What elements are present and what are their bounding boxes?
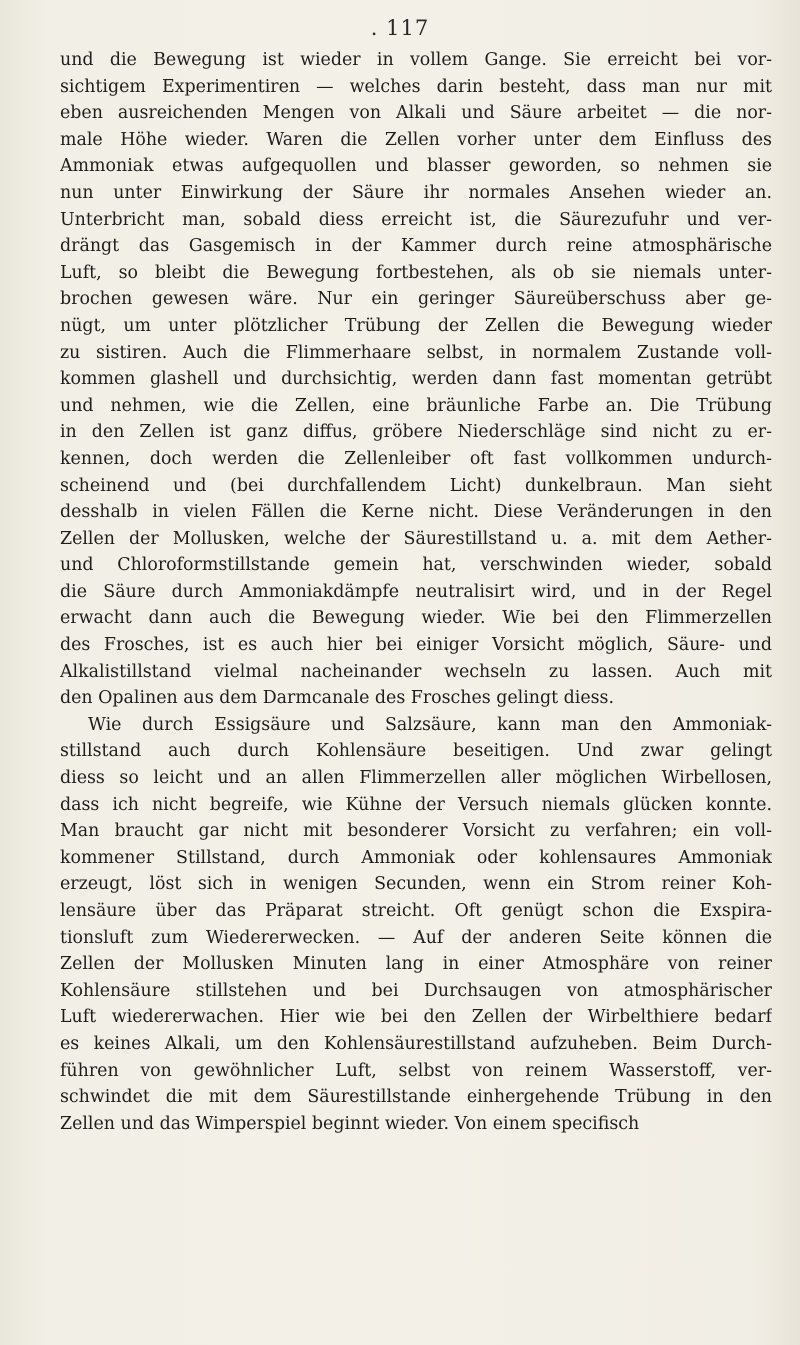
text-line: stillstand auch durch Kohlensäure beseitigen. Und zwar gelingt <box>60 741 772 762</box>
text-line: drängt das Gasgemisch in der Kammer durch reine atmosphärische <box>60 236 772 257</box>
text-line: und die Bewegung ist wieder in vollem Gange. Sie erreicht bei vor- <box>60 50 772 70</box>
text-line: es keines Alkali, um den Kohlensäurestillstand aufzuheben. Beim Durch- <box>60 1033 772 1054</box>
text-line: lensäure über das Präparat streicht. Oft genügt schon die Exspira- <box>60 901 772 921</box>
text-line: und Chloroformstillstande gemein hat, verschwinden wieder, sobald <box>60 555 772 576</box>
text-line: schwindet die mit dem Säurestillstande einhergehende Trübung in den <box>60 1087 772 1108</box>
text-line: desshalb in vielen Fällen die Kerne nicht. Diese Veränderungen in den <box>60 502 772 523</box>
paragraph-end-line: den Opalinen aus dem Darmcanale des Frosches gelingt diess. <box>60 688 614 709</box>
text-line: Luft wiedererwachen. Hier wie bei den Zellen der Wirbelthiere bedarf <box>60 1007 772 1028</box>
text-line: Unterbricht man, sobald diess erreicht ist, die Säurezufuhr und ver- <box>60 209 772 230</box>
text-line: Zellen der Mollusken, welche der Säurestillstand u. a. mit dem Aether- <box>60 528 772 549</box>
text-line: des Frosches, ist es auch hier bei einiger Vorsicht möglich, Säure- und <box>60 635 772 656</box>
text-line: sichtigem Experimentiren — welches darin besteht, dass man nur mit <box>60 76 772 97</box>
text-line: Man braucht gar nicht mit besonderer Vorsicht zu verfahren; ein voll- <box>60 821 772 842</box>
text-line: Ammoniak etwas aufgequollen und blasser geworden, so nehmen sie <box>60 156 772 177</box>
text-line: erwacht dann auch die Bewegung wieder. Wie bei den Flimmerzellen <box>60 608 772 629</box>
text-line: und nehmen, wie die Zellen, eine bräunliche Farbe an. Die Trübung <box>60 395 772 416</box>
text-line: kennen, doch werden die Zellenleiber oft fast vollkommen undurch- <box>60 448 772 469</box>
body-text <box>60 47 772 1137</box>
text-line: die Säure durch Ammoniakdämpfe neutralisirt wird, und in der Regel <box>60 581 772 602</box>
text-line: diess so leicht und an allen Flimmerzellen aller möglichen Wirbellosen, <box>60 768 772 789</box>
page-number: . 117 <box>370 16 430 40</box>
text-line: male Höhe wieder. Waren die Zellen vorher unter dem Einfluss des <box>60 129 772 150</box>
text-line: kommener Stillstand, durch Ammoniak oder kohlensaures Ammoniak <box>60 847 772 868</box>
text-line: nun unter Einwirkung der Säure ihr normales Ansehen wieder an. <box>60 182 772 203</box>
text-line: zu sistiren. Auch die Flimmerhaare selbst, in normalem Zustande voll- <box>60 342 772 363</box>
text-line: kommen glashell und durchsichtig, werden dann fast momentan getrübt <box>60 369 772 390</box>
text-line: nügt, um unter plötzlicher Trübung der Zellen die Bewegung wieder <box>60 315 772 336</box>
text-line: brochen gewesen wäre. Nur ein geringer Säureüberschuss aber ge- <box>60 289 772 310</box>
text-line: Zellen der Mollusken Minuten lang in einer Atmosphäre von reiner <box>60 954 772 975</box>
text-line: Alkalistillstand vielmal nacheinander wechseln zu lassen. Auch mit <box>60 661 772 682</box>
text-line: eben ausreichenden Mengen von Alkali und Säure arbeitet — die nor- <box>60 103 772 124</box>
text-line: dass ich nicht begreife, wie Kühne der Versuch niemals glücken konnte. <box>60 794 772 815</box>
text-line: führen von gewöhnlicher Luft, selbst von reinem Wasserstoff, ver- <box>60 1060 772 1081</box>
paragraph-start-line: Wie durch Essigsäure und Salzsäure, kann man den Ammoniak- <box>88 714 772 735</box>
text-line: Luft, so bleibt die Bewegung fortbestehen, als ob sie niemals unter- <box>60 262 772 283</box>
text-line: tionsluft zum Wiedererwecken. — Auf der anderen Seite können die <box>60 927 772 948</box>
text-line: erzeugt, löst sich in wenigen Secunden, wenn ein Strom reiner Koh- <box>60 874 772 895</box>
text-line: scheinend und (bei durchfallendem Licht) dunkelbraun. Man sieht <box>60 475 772 496</box>
text-line: in den Zellen ist ganz diffus, gröbere Niederschläge sind nicht zu er- <box>60 422 772 443</box>
text-line: Kohlensäure stillstehen und bei Durchsaugen von atmosphärischer <box>60 980 772 1001</box>
text-line: Zellen und das Wimperspiel beginnt wieder. Von einem specifisch <box>60 1113 640 1134</box>
